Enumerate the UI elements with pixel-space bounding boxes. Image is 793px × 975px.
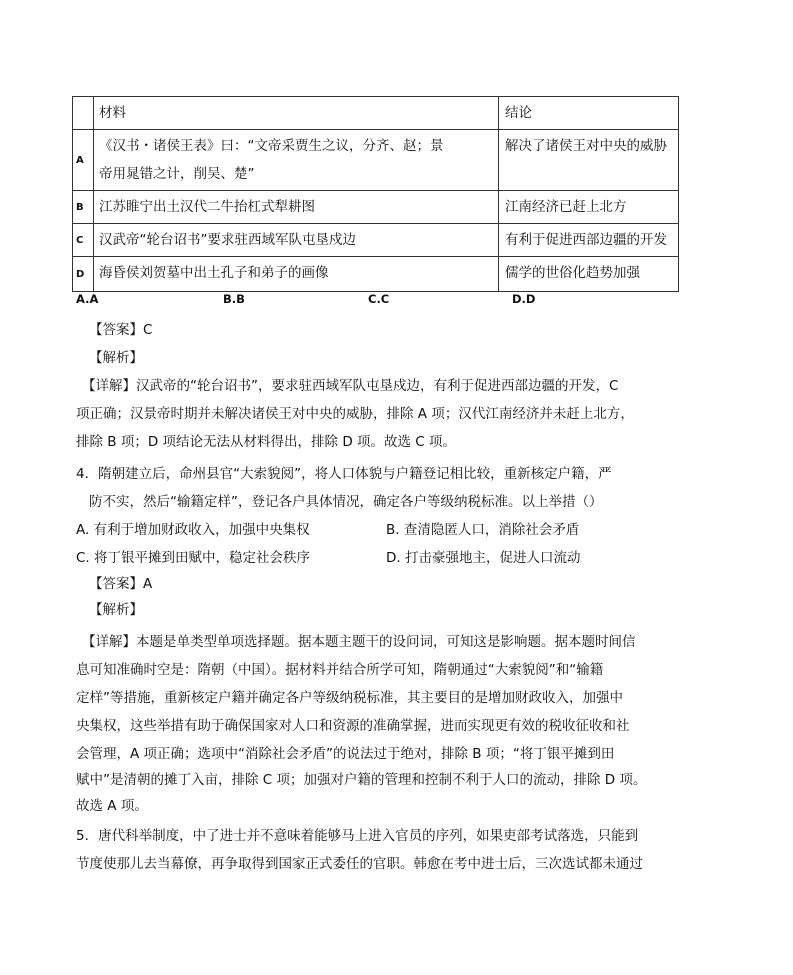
- q4-option-b: B. 查清隐匿人口，消除社会矛盾: [386, 522, 580, 538]
- row-letter: B: [73, 191, 94, 224]
- q3-option-b: B.B: [223, 292, 245, 306]
- row-letter: C: [73, 224, 94, 257]
- header-conclusion: 结论: [499, 97, 679, 130]
- row-letter: A: [73, 130, 94, 191]
- row-conclusion: 江南经济已赶上北方: [499, 191, 679, 224]
- q4-detail-line: 会管理，A 项正确；选项中“消除社会矛盾”的说法过于绝对，排除 B 项；“将丁银平摊到田: [76, 746, 615, 762]
- q3-detail-line: 项正确；汉景帝时期并未解决诸侯王对中央的威胁，排除 A 项；汉代江南经济并未赶上北方，: [76, 406, 634, 422]
- header-material: 材料: [94, 97, 499, 130]
- table-header-row: [73, 97, 679, 130]
- table-row: [73, 130, 679, 191]
- q4-stem-line: 4．隋朝建立后，命州县官“大索貌阅”，将人口体貌与户籍登记相比较，重新核定户籍，严: [76, 466, 612, 482]
- q3-analysis-label: 【解析】: [89, 350, 143, 366]
- q5-stem-line: 5．唐代科举制度，中了进士并不意味着能够马上进入官员的序列，如果吏部考试落选，只能到: [76, 828, 639, 844]
- q3-detail-line: 排除 B 项；D 项结论无法从材料得出，排除 D 项。故选 C 项。: [76, 434, 457, 450]
- q4-answer: 【答案】A: [89, 576, 153, 592]
- q4-detail-line: 央集权，这些举措有助于确保国家对人口和资源的准确掌握，进而实现更有效的税收征收和社: [76, 718, 630, 734]
- q3-option-c: C.C: [368, 292, 390, 306]
- table-row: [73, 257, 679, 292]
- q3-answer: 【答案】C: [89, 322, 153, 338]
- q4-option-c: C. 将丁银平摊到田赋中，稳定社会秩序: [76, 550, 311, 566]
- q4-detail-line: 定样”等措施，重新核定户籍并确定各户等级纳税标准，其主要目的是增加财政收入，加强中: [76, 690, 623, 706]
- q3-option-d: D.D: [512, 292, 536, 306]
- row-material: [94, 130, 499, 191]
- q4-detail-line: 【详解】本题是单类型单项选择题。据本题主题干的设问词，可知这是影响题。据本题时间信: [82, 634, 636, 650]
- row-material: 海昏侯刘贺墓中出土孔子和弟子的画像: [94, 257, 499, 292]
- q5-stem-line: 节度使那儿去当幕僚，再争取得到国家正式委任的官职。韩愈在考中进士后，三次选试都未通过: [76, 856, 643, 872]
- q3-option-a: A.A: [76, 292, 99, 306]
- q4-detail-line: 息可知准确时空是：隋朝（中国）。据材料并结合所学可知，隋朝通过“大索貌阅”和“输籍: [76, 662, 604, 678]
- materials-table: [72, 96, 679, 292]
- row-letter: D: [73, 257, 94, 292]
- q4-detail-line: 赋中”是清朝的摊丁入亩，排除 C 项；加强对户籍的管理和控制不利于人口的流动，排除 D 项。: [76, 772, 647, 788]
- row-material: 江苏睢宁出土汉代二牛抬杠式犁耕图: [94, 191, 499, 224]
- row-conclusion: 有利于促进西部边疆的开发: [499, 224, 679, 257]
- q3-detail-line: 【详解】汉武帝的“轮台诏书”，要求驻西域军队屯垦戍边，有利于促进西部边疆的开发，C: [82, 378, 619, 394]
- q3-options: [76, 292, 696, 310]
- row-material: 汉武帝“轮台诏书”要求驻西域军队屯垦戍边: [94, 224, 499, 257]
- q4-option-a: A. 有利于增加财政收入，加强中央集权: [76, 522, 310, 538]
- q4-analysis-label: 【解析】: [89, 602, 143, 618]
- q4-option-d: D. 打击豪强地主，促进人口流动: [386, 550, 581, 566]
- q4-stem-line: 防不实，然后“输籍定样”，登记各户具体情况，确定各户等级纳税标准。以上举措（）: [89, 494, 603, 510]
- row-conclusion: 儒学的世俗化趋势加强: [499, 257, 679, 292]
- q4-detail-line: 故选 A 项。: [76, 798, 148, 814]
- table-row: [73, 224, 679, 257]
- row-conclusion: 解决了诸侯王对中央的威胁: [499, 130, 679, 191]
- material-line: 《汉书・诸侯王表》曰：“文帝采贾生之议，分齐、赵；景: [99, 138, 444, 154]
- letter-cell: [73, 97, 94, 130]
- material-line: 帝用晁错之计，削吴、楚”: [99, 166, 255, 182]
- table-row: [73, 191, 679, 224]
